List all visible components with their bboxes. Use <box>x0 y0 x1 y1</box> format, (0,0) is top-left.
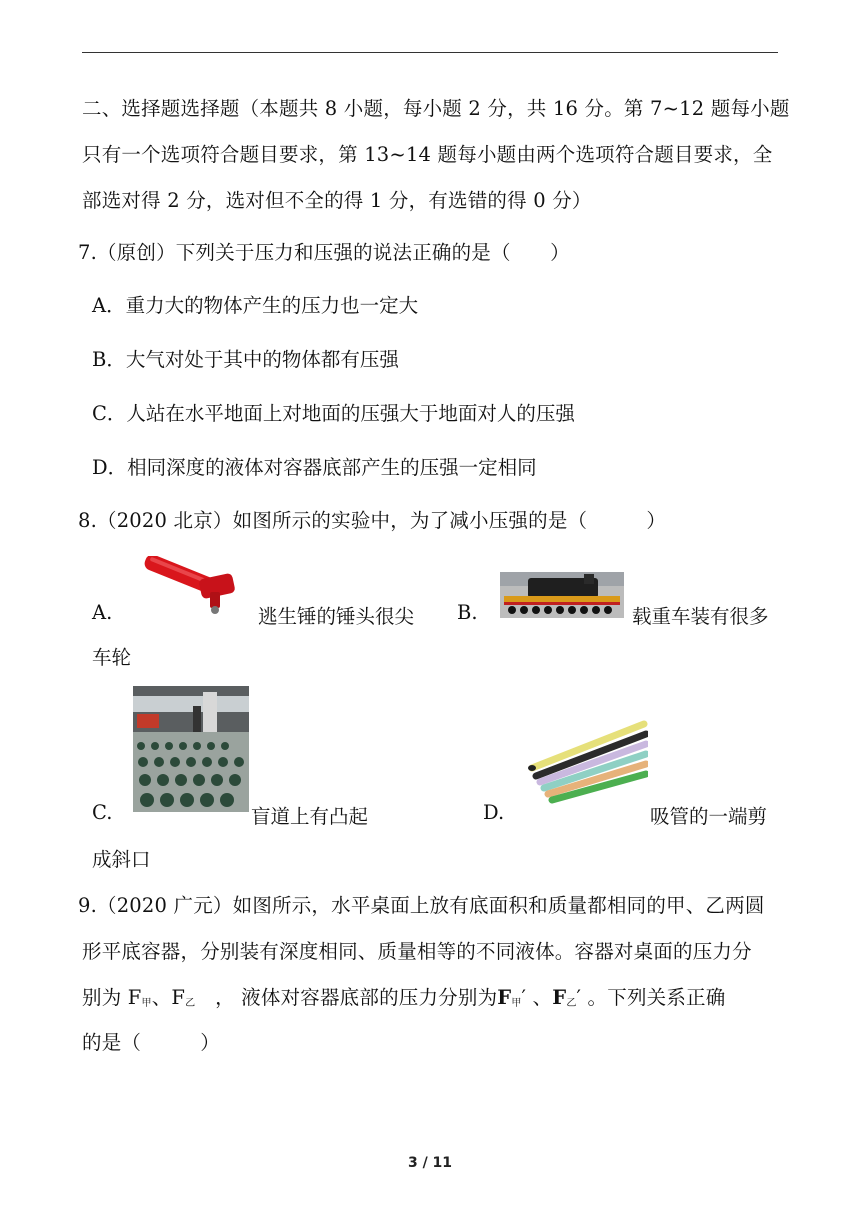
q9-subscript-yi-2: 乙 <box>566 998 577 1009</box>
question-9-line2: 形平底容器，分别装有深度相同、质量相等的不同液体。容器对桌面的压力分 <box>82 940 752 963</box>
q9-subscript-yi: 乙 <box>185 998 196 1009</box>
q9-text-b: 、F <box>151 986 186 1009</box>
question-8-stem: 8.（2020 北京）如图所示的实验中，为了减小压强的是（ ） <box>78 509 667 532</box>
question-9-line1: 9.（2020 广元）如图所示，水平桌面上放有底面积和质量都相同的甲、乙两圆 <box>78 894 765 917</box>
header-rule <box>82 52 778 53</box>
q8-option-b-letter: B. <box>457 601 478 624</box>
q8-option-d-letter: D. <box>483 801 505 824</box>
section-heading-line3: 部选对得 2 分，选对但不全的得 1 分，有选错的得 0 分） <box>82 189 592 212</box>
q8-option-a-text: 逃生锤的锤头很尖 <box>258 605 415 628</box>
question-7-stem: 7.（原创）下列关于压力和压强的说法正确的是（ ） <box>78 241 570 264</box>
q8-option-a-letter: A. <box>92 601 113 624</box>
drinking-straws-image <box>520 718 648 806</box>
q9-text-a: 别为 F <box>82 986 142 1009</box>
q8-option-b-continuation: 车轮 <box>92 646 132 669</box>
heavy-truck-image <box>500 572 624 618</box>
q7-option-b: B．大气对处于其中的物体都有压强 <box>92 348 399 371</box>
q9-subscript-jia-2: 甲 <box>511 998 522 1009</box>
question-9-line4: 的是（ ） <box>82 1031 220 1054</box>
q8-option-c-letter: C. <box>92 801 113 824</box>
q9-prime-2: ′ 。下列关系正确 <box>576 986 726 1009</box>
q7-option-c: C．人站在水平地面上对地面的压强大于地面对人的压强 <box>92 402 575 425</box>
q9-prime-1: ′ 、 <box>521 986 553 1009</box>
emergency-hammer-image <box>140 556 240 618</box>
q9-subscript-jia: 甲 <box>141 998 152 1009</box>
q8-option-c-text: 盲道上有凸起 <box>251 805 369 828</box>
q9-text-c: ， 液体对容器底部的压力分别为 <box>195 986 498 1009</box>
q8-option-b-text: 载重车装有很多 <box>632 605 769 628</box>
tactile-paving-image <box>133 686 249 812</box>
q9-bold-f1: F <box>497 986 512 1009</box>
section-heading-line2: 只有一个选项符合题目要求，第 13~14 题每小题由两个选项符合题目要求，全 <box>82 143 773 166</box>
page-number: 3 / 11 <box>407 1155 453 1171</box>
question-9-line3 <box>82 982 725 1010</box>
q7-option-a: A．重力大的物体产生的压力也一定大 <box>92 294 419 317</box>
q8-option-d-text: 吸管的一端剪 <box>650 805 768 828</box>
q8-option-d-continuation: 成斜口 <box>92 848 151 871</box>
q7-option-d: D．相同深度的液体对容器底部产生的压强一定相同 <box>92 456 537 479</box>
q9-bold-f2: F <box>552 986 567 1009</box>
section-heading-line1: 二、选择题选择题（本题共 8 小题，每小题 2 分，共 16 分。第 7~12 题每小题 <box>82 97 790 120</box>
